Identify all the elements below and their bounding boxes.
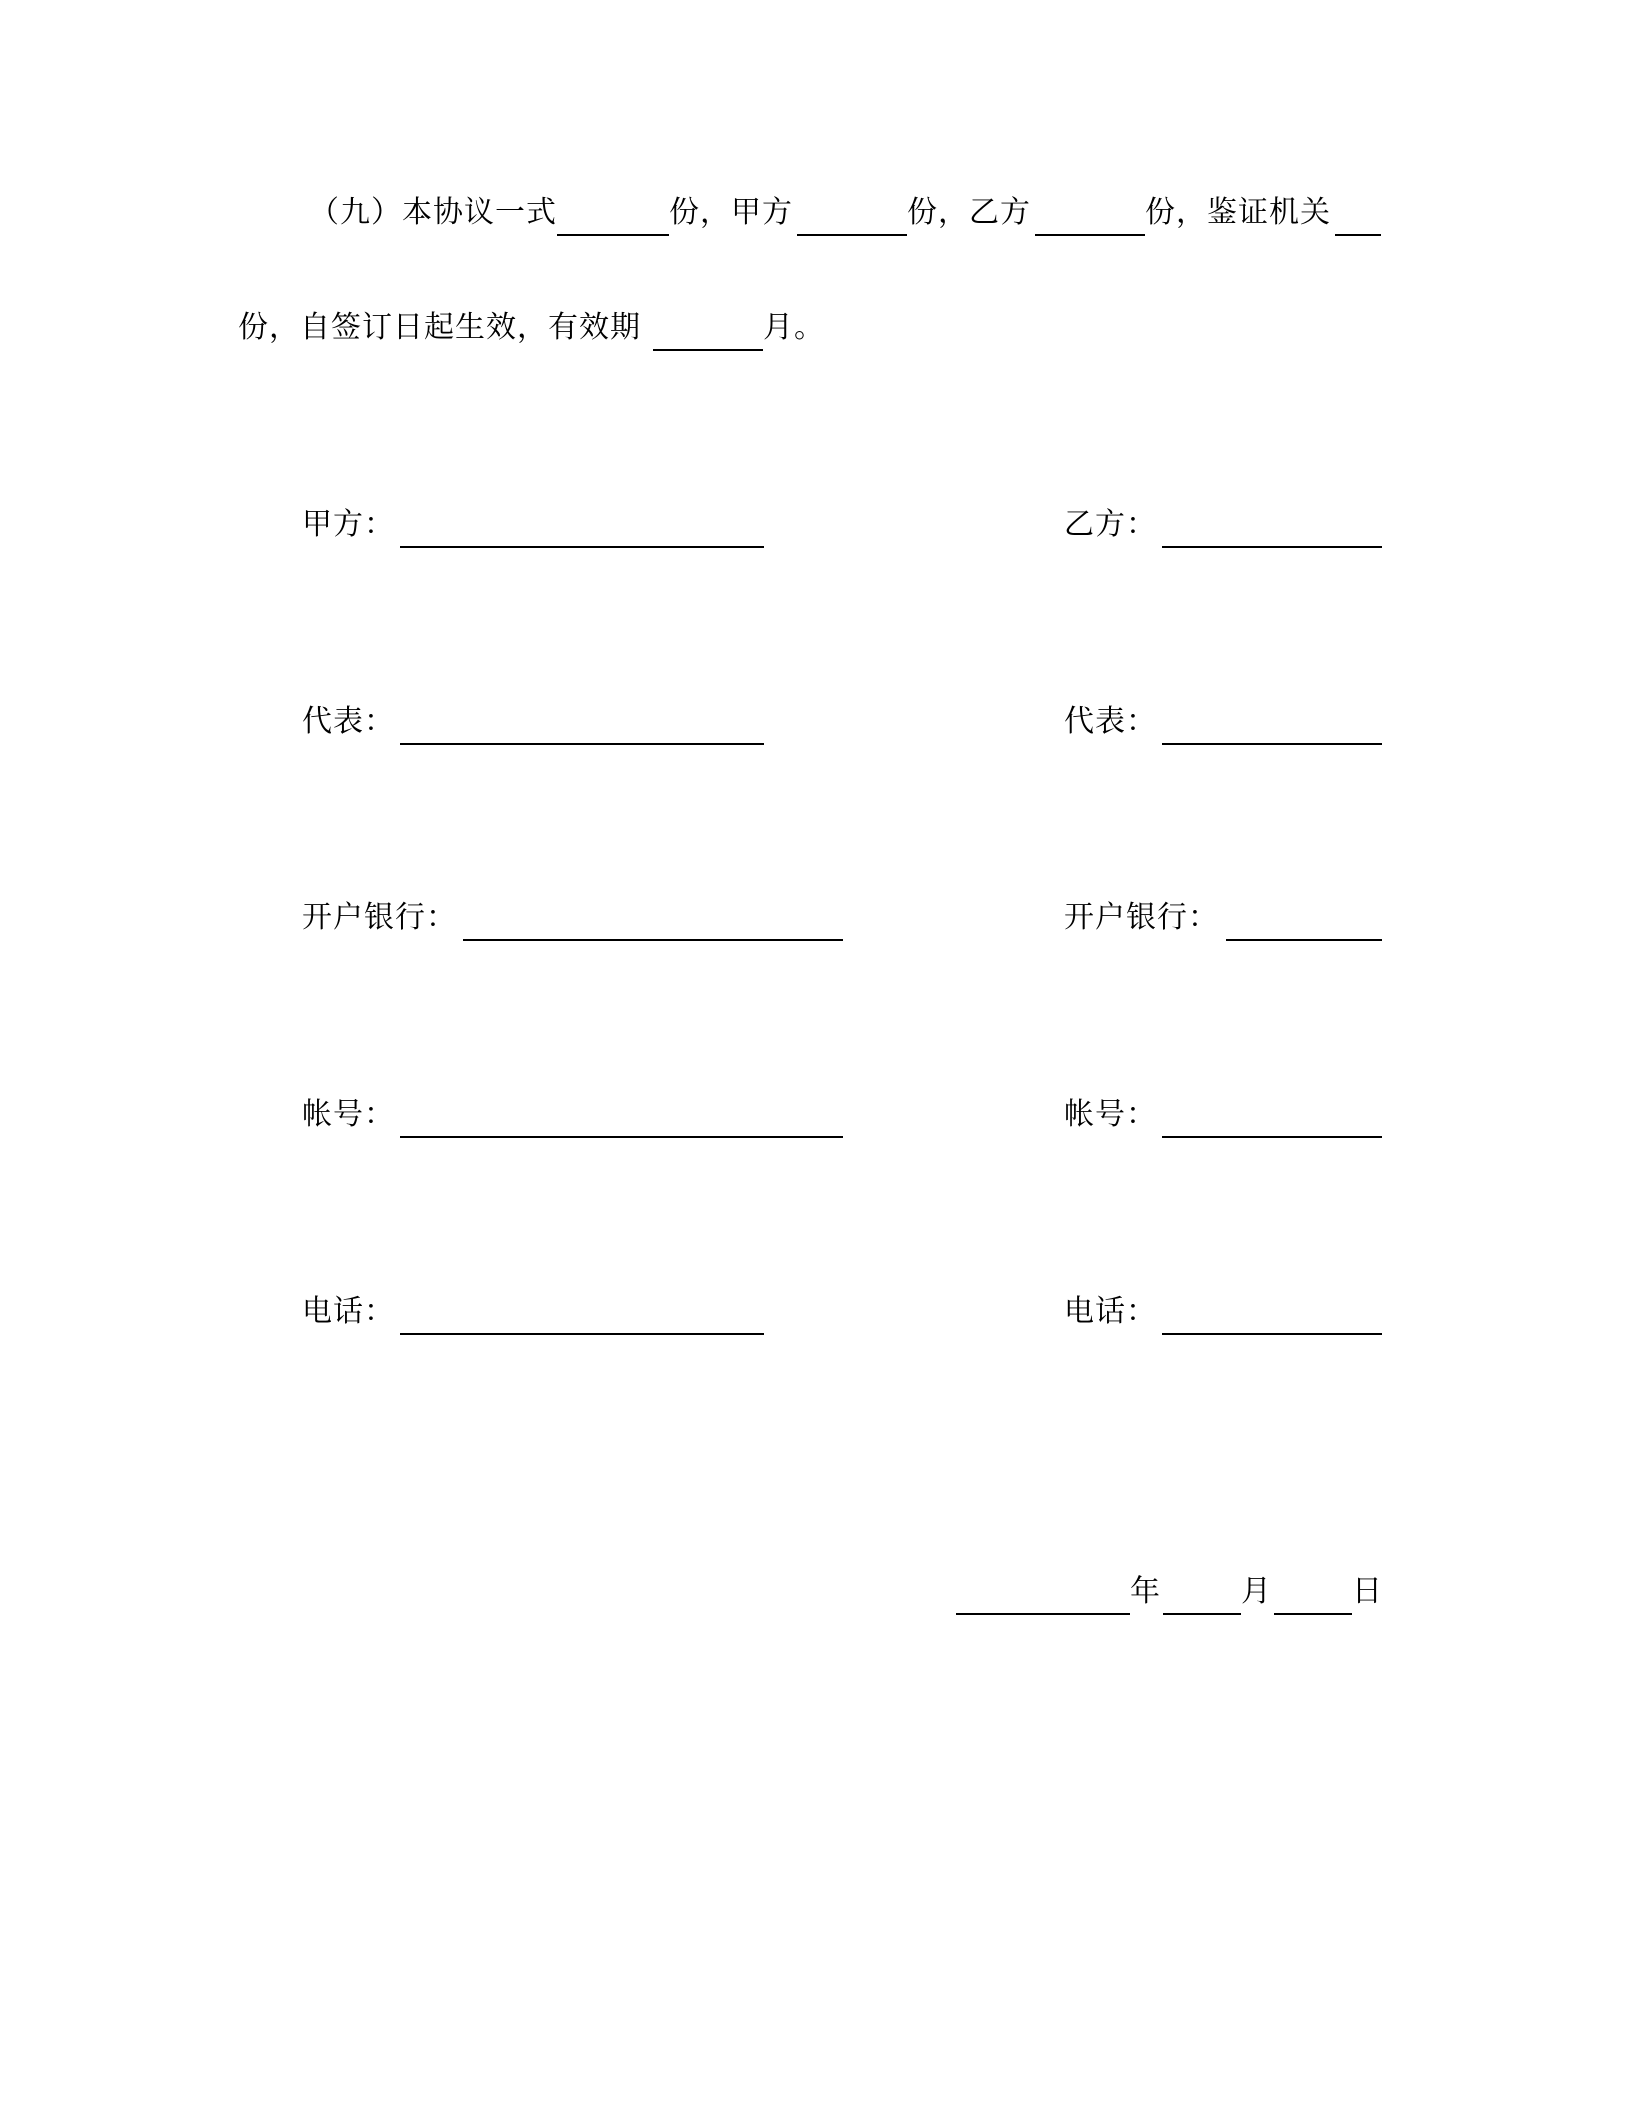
- clause-line1-part4: 份，鉴证机关: [1145, 195, 1331, 230]
- month-label: 月: [1241, 1574, 1272, 1609]
- party-b-bank-label: 开户银行：: [1064, 900, 1219, 935]
- party-a-account-blank[interactable]: [400, 1136, 843, 1138]
- party-b-account-blank[interactable]: [1162, 1136, 1382, 1138]
- clause-line2-part2: 月。: [763, 310, 825, 345]
- month-blank[interactable]: [1163, 1613, 1241, 1615]
- party-a-bank-label: 开户银行：: [302, 900, 457, 935]
- authority-copies-blank[interactable]: [1335, 234, 1381, 236]
- party-b-bank-blank[interactable]: [1226, 939, 1382, 941]
- party-b-phone-label: 电话：: [1064, 1294, 1157, 1329]
- clause-line1-part2: 份，甲方: [669, 195, 793, 230]
- party-b-phone-blank[interactable]: [1162, 1333, 1382, 1335]
- party-a-phone-label: 电话：: [302, 1294, 395, 1329]
- validity-months-blank[interactable]: [653, 349, 763, 351]
- party-a-bank-blank[interactable]: [463, 939, 843, 941]
- party-a-rep-blank[interactable]: [400, 743, 764, 745]
- party-b-rep-label: 代表：: [1064, 704, 1157, 739]
- party-a-account-label: 帐号：: [302, 1097, 395, 1132]
- party-b-account-label: 帐号：: [1064, 1097, 1157, 1132]
- party-b-label: 乙方：: [1064, 507, 1157, 542]
- party-a-rep-label: 代表：: [302, 704, 395, 739]
- total-copies-blank[interactable]: [557, 234, 669, 236]
- clause-line1-part3: 份，乙方: [907, 195, 1031, 230]
- year-label: 年: [1130, 1574, 1161, 1609]
- party-a-name-blank[interactable]: [400, 546, 764, 548]
- party-a-phone-blank[interactable]: [400, 1333, 764, 1335]
- day-blank[interactable]: [1274, 1613, 1352, 1615]
- party-a-copies-blank[interactable]: [797, 234, 907, 236]
- day-label: 日: [1352, 1574, 1383, 1609]
- clause-line1-part1: （九）本协议一式: [309, 195, 557, 230]
- clause-line2-part1: 份，自签订日起生效，有效期: [238, 310, 641, 345]
- party-b-name-blank[interactable]: [1162, 546, 1382, 548]
- party-b-rep-blank[interactable]: [1162, 743, 1382, 745]
- party-b-copies-blank[interactable]: [1035, 234, 1145, 236]
- party-a-label: 甲方：: [302, 507, 395, 542]
- year-blank[interactable]: [956, 1613, 1130, 1615]
